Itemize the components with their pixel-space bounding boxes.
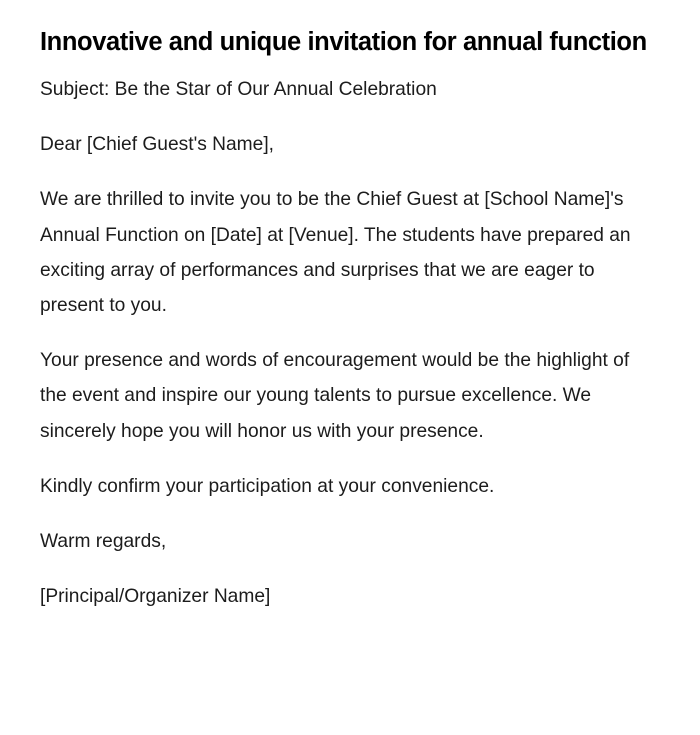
subject-line: Subject: Be the Star of Our Annual Celebration — [40, 79, 437, 100]
body-paragraph-invitation: We are thrilled to invite you to be the Chief Guest at [School Name]'s Annual Function on [Date] at [Venue]. The students have prepared an exciting array of performances and surprises that we are eager to present to you. — [40, 189, 631, 317]
closing: Warm regards, — [40, 531, 167, 553]
document-title: Innovative and unique invitation for annual function — [40, 28, 647, 56]
body-paragraph-encouragement: Your presence and words of encouragement would be the highlight of the event and inspire our young talents to pursue excellence. We sincerely hope you will honor us with your presence. — [40, 350, 630, 442]
signature: [Principal/Organizer Name] — [40, 586, 271, 608]
salutation: Dear [Chief Guest's Name], — [40, 134, 274, 156]
body-paragraph-confirmation: Kindly confirm your participation at your convenience. — [40, 475, 495, 497]
